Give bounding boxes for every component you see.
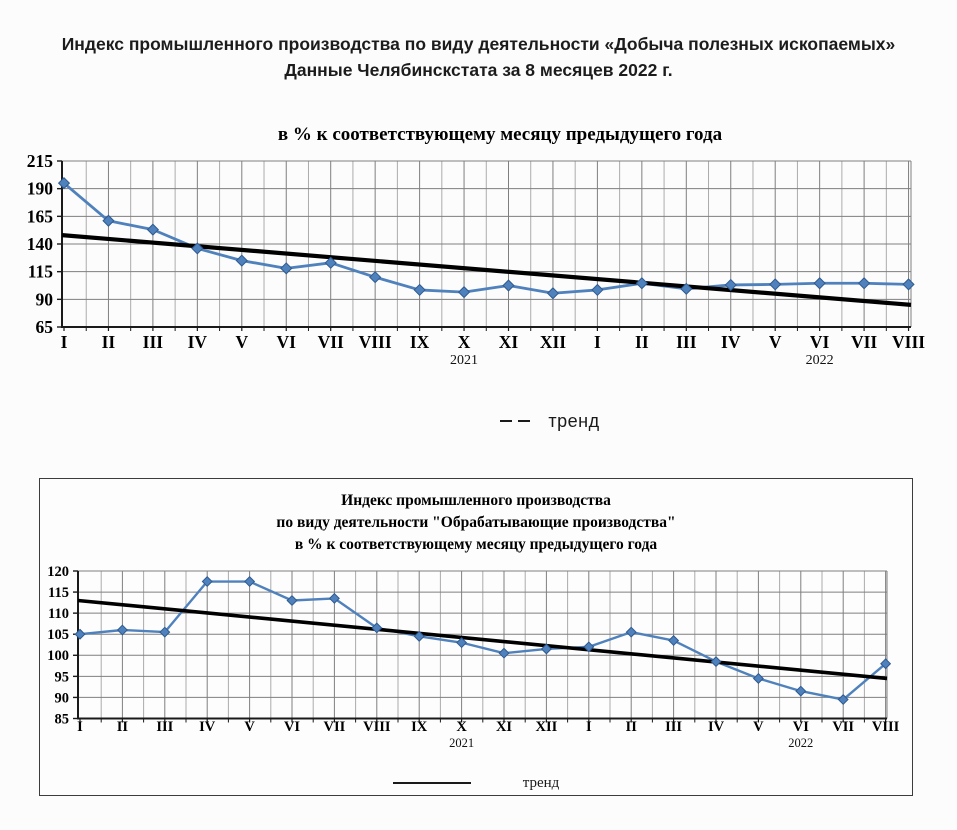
svg-text:2021: 2021 (450, 353, 479, 368)
svg-text:90: 90 (54, 690, 69, 707)
svg-text:IV: IV (187, 332, 208, 352)
svg-text:165: 165 (26, 206, 53, 227)
manufacturing-chart-title-line-3: в % к соответствующему месяцу предыдущего года (294, 536, 658, 553)
page-title-line-1: Индекс промышленного производства по виду деятельности «Добыча полезных ископаемых» (61, 34, 896, 54)
mining-chart-legend (420, 406, 680, 436)
svg-text:VI: VI (792, 719, 809, 735)
svg-text:II: II (625, 719, 637, 735)
svg-text:VIII: VIII (892, 332, 926, 352)
dashed-trend-line-icon (518, 420, 530, 423)
y-axis-labels (47, 564, 69, 728)
svg-text:VI: VI (283, 719, 301, 735)
svg-text:V: V (235, 332, 249, 352)
svg-text:65: 65 (35, 316, 53, 337)
svg-text:V: V (244, 719, 255, 735)
svg-text:2022: 2022 (788, 736, 814, 750)
svg-text:I: I (593, 332, 601, 352)
svg-text:II: II (101, 332, 116, 352)
svg-text:I: I (77, 719, 83, 735)
svg-text:II: II (116, 719, 129, 735)
svg-text:140: 140 (26, 233, 53, 254)
page-title (0, 31, 957, 83)
svg-text:III: III (142, 332, 164, 352)
x-axis-labels (77, 719, 899, 735)
y-axis-labels (27, 151, 54, 337)
svg-text:VIII: VIII (363, 719, 391, 735)
svg-text:IX: IX (411, 719, 428, 735)
svg-text:II: II (635, 332, 649, 352)
svg-text:VIII: VIII (871, 719, 900, 735)
svg-text:IX: IX (409, 332, 430, 352)
gridlines (78, 571, 887, 719)
svg-text:VII: VII (317, 332, 344, 352)
svg-text:VII: VII (832, 719, 855, 735)
svg-text:IV: IV (199, 719, 216, 735)
svg-text:190: 190 (26, 178, 53, 199)
mining-chart-title: в % к соответствующему месяцу предыдущего года (277, 124, 723, 145)
svg-text:X: X (457, 332, 471, 352)
svg-text:2022: 2022 (805, 353, 834, 368)
svg-text:110: 110 (48, 606, 69, 623)
svg-text:VI: VI (276, 332, 296, 352)
svg-text:I: I (60, 332, 68, 352)
svg-text:IV: IV (707, 719, 725, 735)
svg-text:95: 95 (54, 669, 69, 686)
mining-index-chart (0, 150, 957, 378)
svg-text:XI: XI (498, 332, 519, 352)
svg-text:85: 85 (54, 711, 69, 728)
svg-text:XII: XII (535, 719, 558, 735)
svg-text:IV: IV (721, 332, 741, 352)
svg-text:100: 100 (47, 648, 69, 665)
svg-text:115: 115 (27, 261, 53, 282)
svg-text:VII: VII (323, 719, 346, 735)
svg-text:115: 115 (48, 585, 69, 602)
manufacturing-chart-title-line-1: Индекс промышленного производства (341, 492, 611, 509)
svg-text:105: 105 (47, 627, 69, 644)
svg-text:III: III (665, 719, 683, 735)
manufacturing-index-chart (40, 479, 914, 797)
x-axis-labels (61, 332, 926, 352)
legend-label: тренд (548, 410, 600, 431)
svg-text:VIII: VIII (358, 332, 392, 352)
svg-text:V: V (753, 719, 764, 735)
year-labels (449, 736, 813, 750)
legend-label: тренд (522, 774, 560, 791)
svg-text:III: III (156, 719, 174, 735)
svg-text:120: 120 (47, 563, 69, 580)
svg-text:215: 215 (26, 150, 53, 171)
manufacturing-chart-legend (40, 771, 912, 795)
svg-text:XI: XI (495, 719, 513, 735)
manufacturing-chart-title-line-2: по виду деятельности "Обрабатывающие производства" (276, 514, 676, 531)
svg-text:VII: VII (850, 332, 878, 352)
year-labels (450, 353, 834, 368)
svg-text:X: X (456, 719, 467, 735)
svg-text:XII: XII (539, 332, 567, 352)
svg-text:V: V (768, 332, 782, 352)
svg-text:2021: 2021 (449, 736, 475, 750)
svg-text:I: I (585, 719, 592, 735)
svg-text:90: 90 (35, 289, 53, 310)
manufacturing-chart-frame (39, 478, 913, 796)
svg-text:VI: VI (809, 332, 830, 352)
solid-trend-line-icon (393, 782, 471, 785)
svg-text:III: III (676, 332, 697, 352)
dashed-trend-line-icon (500, 420, 512, 423)
page-title-line-2: Данные Челябинскстата за 8 месяцев 2022 г. (284, 60, 673, 80)
